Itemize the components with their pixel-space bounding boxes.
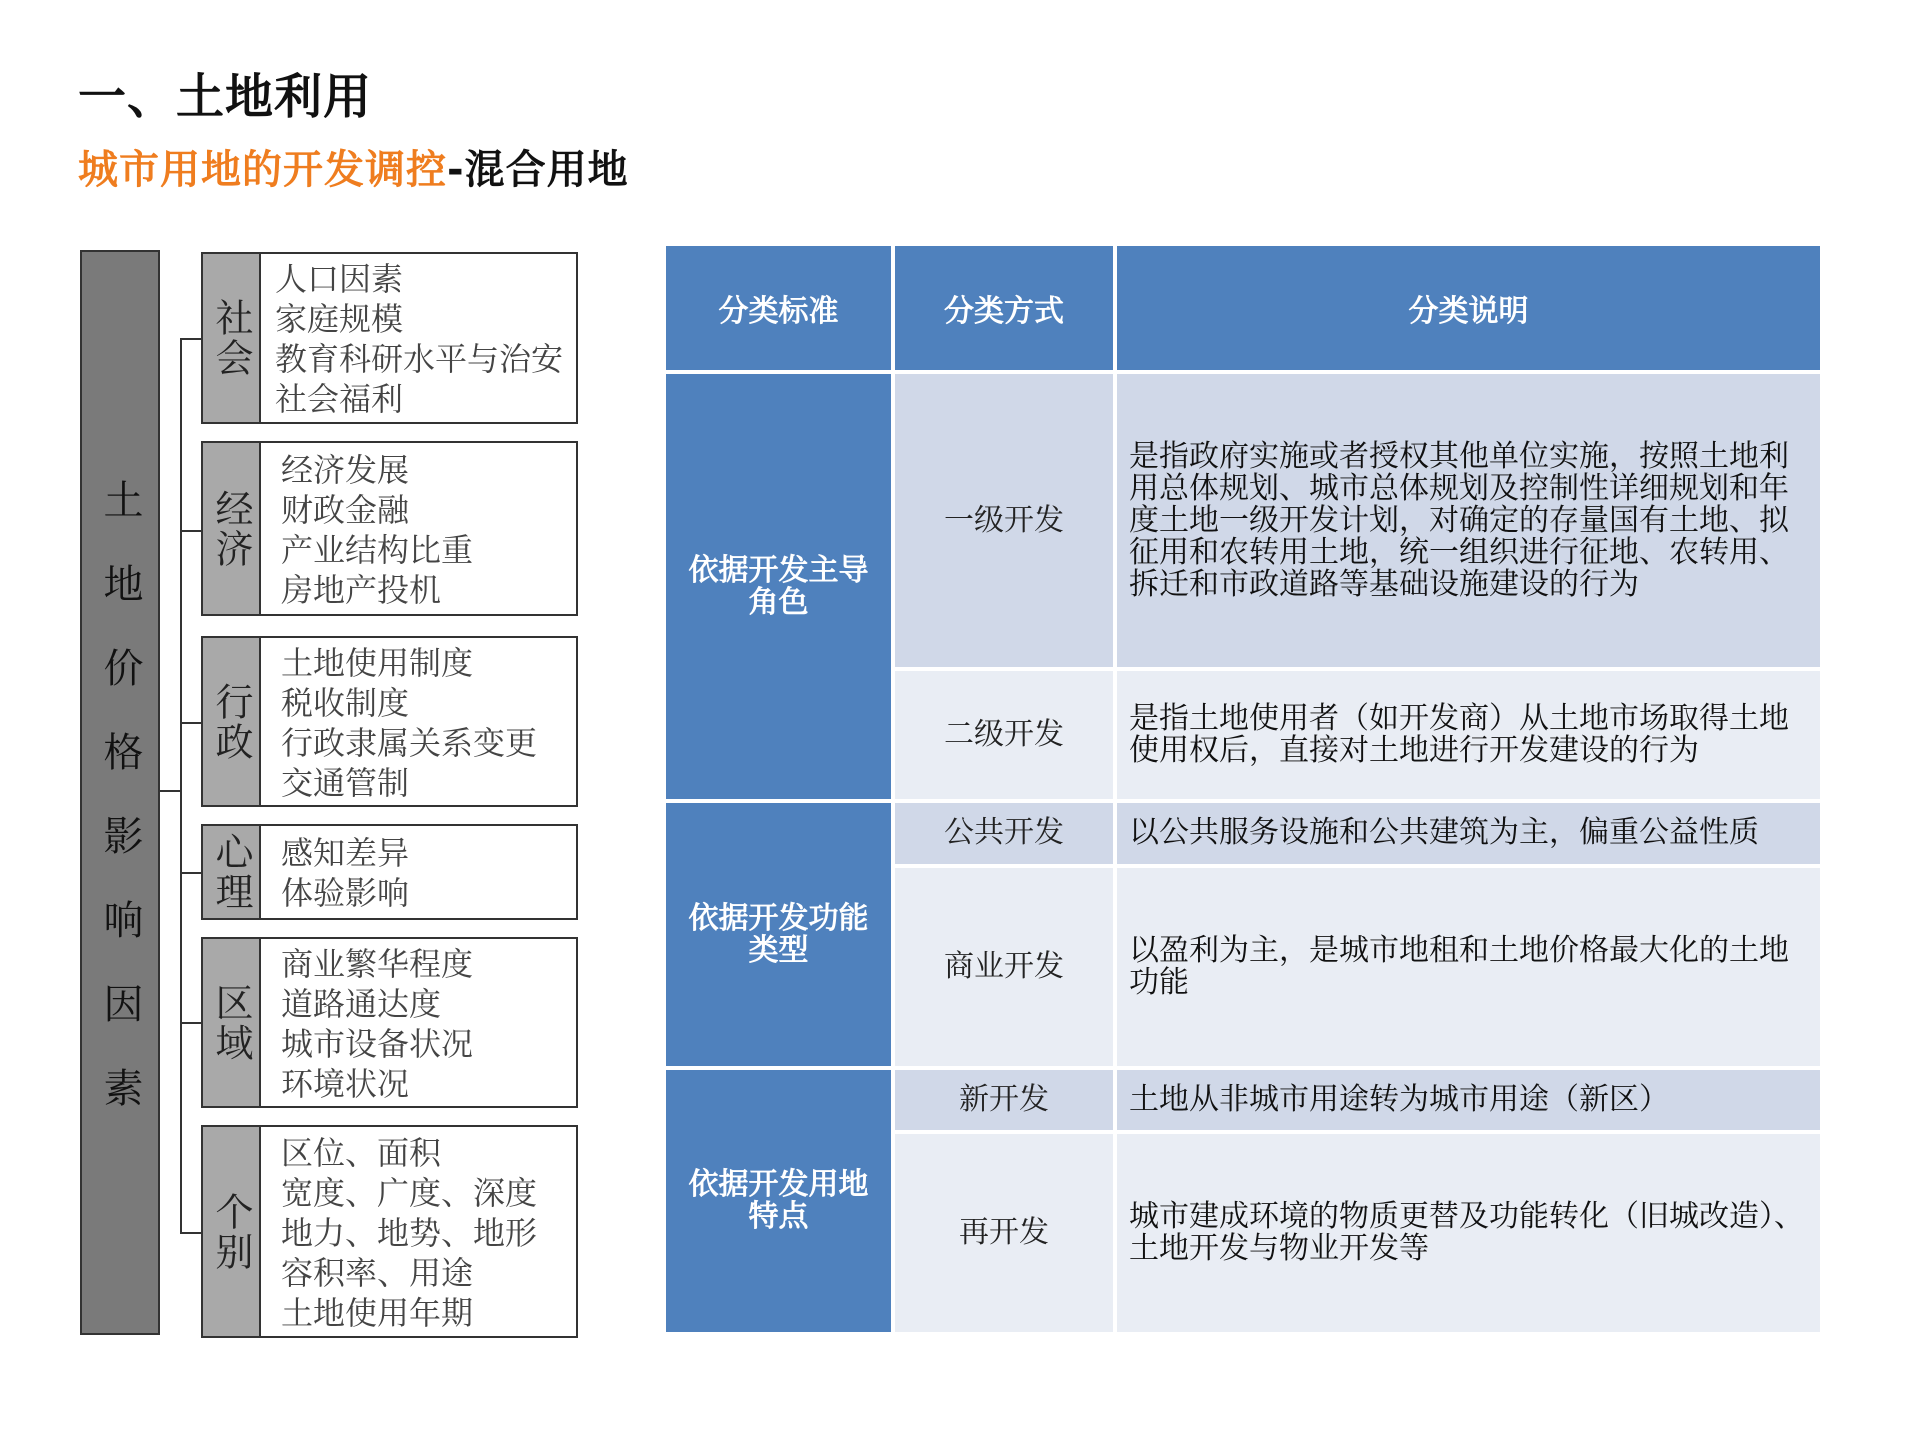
category-label: 行政 [209,681,253,762]
factor-item: 行政隶属关系变更 [281,723,538,762]
cell-method: 新开发 [895,1070,1113,1130]
factor-item: 房地产投机 [281,570,442,609]
factor-item: 社会福利 [275,380,404,418]
category-label: 心理 [209,832,253,912]
header-description: 分类说明 [1117,246,1820,370]
connector-branch [180,338,202,340]
factor-category [203,939,261,1106]
factor-item: 地力、地势、地形 [281,1213,538,1252]
factor-root-label: 土地价格影响因素 [97,478,143,1151]
cell-method: 再开发 [895,1134,1113,1332]
cell-description: 以公共服务设施和公共建筑为主，偏重公益性质 [1117,803,1820,863]
table-row [666,1070,1820,1130]
connector-branch [180,1022,202,1024]
factor-group-regional [201,937,578,1108]
factor-item: 交通管制 [281,763,410,802]
factor-category [203,638,261,805]
header-method: 分类方式 [895,246,1113,370]
factor-item: 教育科研水平与治安 [275,340,564,378]
factor-item: 商业繁华程度 [281,944,474,983]
connector-branch [180,1232,202,1234]
factor-item-list [261,939,473,1106]
factor-item: 产业结构比重 [281,530,474,569]
factor-category [203,254,261,422]
connector-stem [160,790,180,792]
factor-group-economic [201,441,578,616]
category-label: 社会 [209,298,253,378]
factor-item: 财政金融 [281,490,410,529]
connector-branch [180,872,202,874]
cell-standard: 依据开发主导角色 [666,374,891,799]
cell-description: 是指土地使用者（如开发商）从土地市场取得土地使用权后，直接对土地进行开发建设的行为 [1117,671,1820,799]
factor-group-administrative [201,636,578,807]
factor-item: 体验影响 [281,874,410,912]
page-title: 一、土地利用 [78,69,373,125]
table-row [666,803,1820,863]
cell-standard: 依据开发用地特点 [666,1070,891,1332]
classification-table [662,242,1824,1336]
factor-item: 土地使用制度 [281,643,474,682]
cell-method: 二级开发 [895,671,1113,799]
cell-method: 公共开发 [895,803,1113,863]
factor-item-list [261,638,537,805]
factor-category [203,443,261,614]
factor-item: 城市设备状况 [281,1024,474,1063]
factor-item: 土地使用年期 [281,1293,474,1332]
factor-group-psychological [201,824,578,920]
connector-trunk [180,338,182,1233]
cell-standard: 依据开发功能类型 [666,803,891,1065]
factor-item-list [261,254,563,422]
factor-item-list [261,1127,537,1336]
subtitle-rest: -混合用地 [447,147,629,193]
cell-description: 城市建成环境的物质更替及功能转化（旧城改造）、土地开发与物业开发等 [1117,1134,1820,1332]
category-label: 经济 [209,488,253,569]
factor-item: 税收制度 [281,683,410,722]
cell-description: 土地从非城市用途转为城市用途（新区） [1117,1070,1820,1130]
header-standard: 分类标准 [666,246,891,370]
factor-item-list [261,826,409,918]
cell-description: 是指政府实施或者授权其他单位实施，按照土地利用总体规划、城市总体规划及控制性详细规划和年度土地一级开发计划，对确定的存量国有土地、拟征用和农转用土地，统一组织进行征地、农转用、拆迁和市政道路等基础设施建设的行为 [1117,374,1820,667]
factor-group-individual [201,1125,578,1338]
cell-method: 商业开发 [895,868,1113,1066]
factor-root-box [80,250,160,1335]
page-subtitle [78,138,629,195]
connector-branch [180,530,202,532]
factor-item-list [261,443,473,614]
factor-item: 区位、面积 [281,1133,442,1172]
factor-item: 环境状况 [281,1064,410,1103]
factor-item: 感知差异 [281,834,410,872]
category-label: 个别 [209,1191,253,1272]
subtitle-accent: 城市用地的开发调控 [78,147,447,193]
factor-group-social [201,252,578,424]
factor-item: 家庭规模 [275,300,404,338]
factor-item: 宽度、广度、深度 [281,1173,538,1212]
table-row [666,374,1820,667]
factor-item: 容积率、用途 [281,1253,474,1292]
factor-item: 经济发展 [281,450,410,489]
factor-category [203,826,261,918]
factor-category [203,1127,261,1336]
factor-item: 人口因素 [275,260,404,298]
table-header-row [666,246,1820,370]
cell-description: 以盈利为主，是城市地租和土地价格最大化的土地功能 [1117,868,1820,1066]
factor-item: 道路通达度 [281,984,442,1023]
category-label: 区域 [209,982,253,1063]
connector-branch [180,722,202,724]
cell-method: 一级开发 [895,374,1113,667]
